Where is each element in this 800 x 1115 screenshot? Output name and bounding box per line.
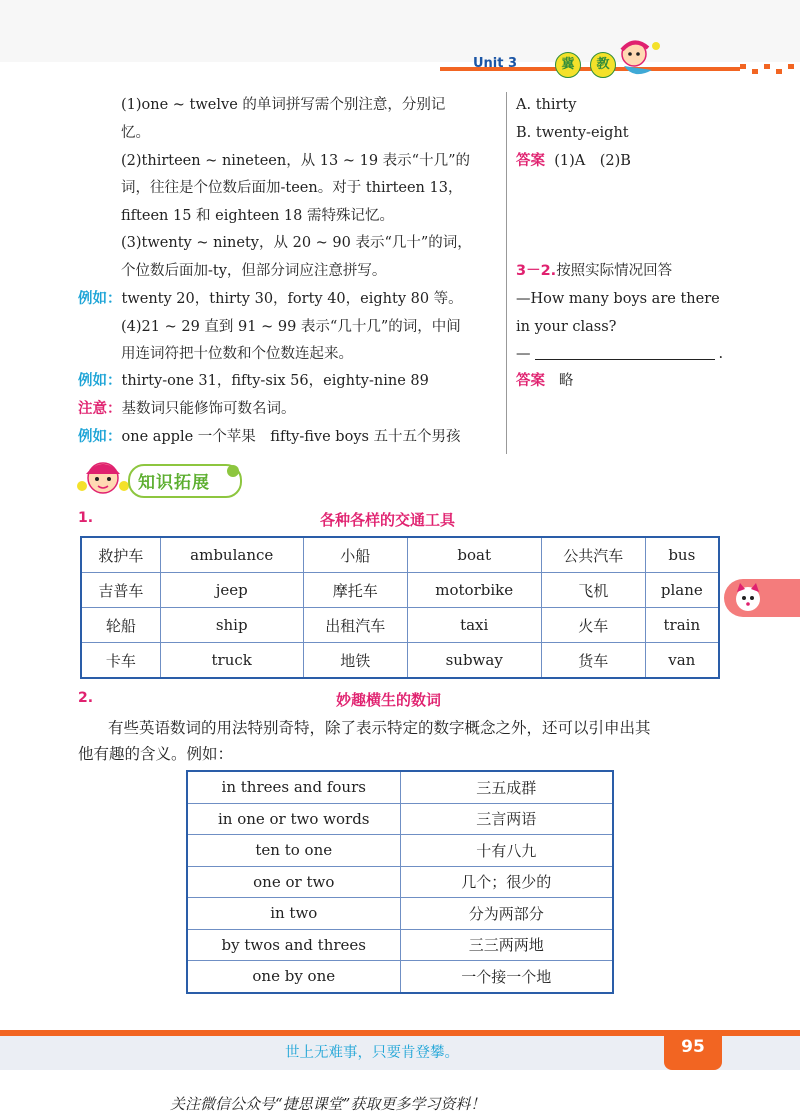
paragraph-line: 他有趣的含义。例如： bbox=[78, 745, 234, 763]
question-number: 3－2. bbox=[516, 263, 557, 279]
text-line: (3)twenty ~ ninety，从 20 ~ 90 表示“几十”的词， bbox=[121, 235, 472, 251]
table-cell: one by one bbox=[187, 961, 400, 993]
table-cell: 火车 bbox=[541, 608, 645, 643]
table-cell: 轮船 bbox=[81, 608, 160, 643]
table-cell: plane bbox=[645, 573, 719, 608]
table-cell: ship bbox=[160, 608, 303, 643]
table-row bbox=[187, 898, 613, 930]
table-row bbox=[187, 961, 613, 993]
note-line bbox=[78, 401, 296, 418]
section-number: 1. bbox=[78, 510, 94, 526]
table-cell: subway bbox=[407, 643, 541, 679]
option-b: B. twenty-eight bbox=[516, 125, 629, 141]
answer-text: 略 bbox=[558, 373, 574, 389]
table-cell: boat bbox=[407, 537, 541, 573]
example-label: 例如： bbox=[78, 291, 122, 307]
table-cell: 出租汽车 bbox=[303, 608, 407, 643]
dash: — bbox=[516, 346, 531, 362]
table-cell: 分为两部分 bbox=[400, 898, 613, 930]
table-cell: 几个；很少的 bbox=[400, 866, 613, 898]
unit-label: Unit 3 bbox=[473, 56, 518, 71]
section-title: 妙趣横生的数词 bbox=[336, 691, 442, 709]
period: . bbox=[718, 346, 724, 362]
table-row bbox=[81, 573, 719, 608]
table-row bbox=[81, 537, 719, 573]
example-line bbox=[78, 291, 463, 308]
table-cell: in threes and fours bbox=[187, 771, 400, 803]
note-text: 基数词只能修饰可数名词。 bbox=[121, 401, 296, 417]
table-cell: by twos and threes bbox=[187, 929, 400, 961]
table-cell: truck bbox=[160, 643, 303, 679]
example-text: twenty 20，thirty 30，forty 40，eighty 80 等。 bbox=[121, 291, 463, 307]
answer-blank-line bbox=[516, 346, 723, 363]
table-cell: 一个接一个地 bbox=[400, 961, 613, 993]
table-cell: 飞机 bbox=[541, 573, 645, 608]
text-line: 用连词符把十位数和个位数连起来。 bbox=[121, 346, 353, 362]
answer-text: (1)A (2)B bbox=[554, 153, 631, 169]
publisher-badge: 教 bbox=[590, 52, 616, 78]
table-cell: 救护车 bbox=[81, 537, 160, 573]
table-cell: motorbike bbox=[407, 573, 541, 608]
option-a: A. thirty bbox=[516, 97, 577, 113]
table-cell: van bbox=[645, 643, 719, 679]
column-divider bbox=[506, 92, 507, 454]
question-line: in your class? bbox=[516, 319, 617, 335]
table-cell: 三五成群 bbox=[400, 771, 613, 803]
table-cell: 小船 bbox=[303, 537, 407, 573]
footer-motto: 世上无难事，只要肯登攀。 bbox=[285, 1045, 459, 1061]
table-cell: taxi bbox=[407, 608, 541, 643]
section-title: 各种各样的交通工具 bbox=[320, 511, 456, 529]
question-heading bbox=[516, 263, 672, 280]
text-line: 个位数后面加-ty，但部分词应注意拼写。 bbox=[121, 263, 387, 279]
text-line: (4)21 ~ 29 直到 91 ~ 99 表示“几十几”的词，中间 bbox=[121, 319, 461, 335]
table-cell: 卡车 bbox=[81, 643, 160, 679]
answer-label: 答案 bbox=[516, 373, 545, 389]
example-label: 例如： bbox=[78, 373, 122, 389]
example-line bbox=[78, 373, 429, 390]
dot-icon bbox=[224, 462, 242, 480]
text-line: fifteen 15 和 eighteen 18 需特殊记忆。 bbox=[121, 208, 394, 224]
numeral-idiom-table bbox=[186, 770, 614, 994]
bottom-note: 关注微信公众号“捷思课堂”获取更多学习资料！ bbox=[170, 1095, 486, 1113]
section-header-title: 知识拓展 bbox=[138, 473, 210, 493]
example-line bbox=[78, 429, 461, 446]
question-prompt: 按照实际情况回答 bbox=[556, 263, 673, 279]
table-row bbox=[187, 771, 613, 803]
table-cell: 三言两语 bbox=[400, 803, 613, 835]
paragraph-line: 有些英语数词的用法特别奇特，除了表示特定的数字概念之外，还可以引申出其 bbox=[108, 719, 651, 737]
note-label: 注意： bbox=[78, 401, 122, 417]
table-cell: in one or two words bbox=[187, 803, 400, 835]
answer-line bbox=[516, 373, 573, 390]
fox-icon bbox=[730, 580, 766, 616]
table-cell: 公共汽车 bbox=[541, 537, 645, 573]
answer-line bbox=[516, 153, 631, 170]
table-cell: 货车 bbox=[541, 643, 645, 679]
publisher-badge: 冀 bbox=[555, 52, 581, 78]
table-cell: one or two bbox=[187, 866, 400, 898]
table-cell: jeep bbox=[160, 573, 303, 608]
transport-vocab-table bbox=[80, 536, 720, 679]
table-row bbox=[187, 929, 613, 961]
table-cell: 地铁 bbox=[303, 643, 407, 679]
girl-mascot-icon bbox=[74, 452, 132, 500]
table-row bbox=[81, 643, 719, 679]
table-cell: ambulance bbox=[160, 537, 303, 573]
table-cell: 吉普车 bbox=[81, 573, 160, 608]
table-cell: 十有八九 bbox=[400, 835, 613, 867]
example-label: 例如： bbox=[78, 429, 122, 445]
table-cell: ten to one bbox=[187, 835, 400, 867]
table-row bbox=[187, 835, 613, 867]
table-cell: train bbox=[645, 608, 719, 643]
text-line: (1)one ~ twelve 的单词拼写需个别注意，分别记 bbox=[121, 97, 446, 113]
blank bbox=[535, 359, 715, 360]
section-number: 2. bbox=[78, 690, 94, 706]
page-number: 95 bbox=[681, 1037, 705, 1057]
page-top-band bbox=[0, 0, 800, 62]
example-text: thirty-one 31，fifty-six 56，eighty-nine 89 bbox=[121, 373, 429, 389]
table-cell: 三三两两地 bbox=[400, 929, 613, 961]
text-line: 忆。 bbox=[121, 125, 150, 141]
mascot-icon bbox=[612, 36, 672, 80]
table-row bbox=[81, 608, 719, 643]
table-row bbox=[187, 866, 613, 898]
table-row bbox=[187, 803, 613, 835]
text-line: 词，往往是个位数后面加-teen。对于 thirteen 13， bbox=[121, 180, 463, 196]
table-cell: bus bbox=[645, 537, 719, 573]
table-cell: 摩托车 bbox=[303, 573, 407, 608]
text-line: (2)thirteen ~ nineteen，从 13 ~ 19 表示“十几”的 bbox=[121, 153, 471, 169]
question-line: —How many boys are there bbox=[516, 291, 720, 307]
table-cell: in two bbox=[187, 898, 400, 930]
answer-label: 答案 bbox=[516, 153, 545, 169]
example-text: one apple 一个苹果 fifty-five boys 五十五个男孩 bbox=[121, 429, 461, 445]
